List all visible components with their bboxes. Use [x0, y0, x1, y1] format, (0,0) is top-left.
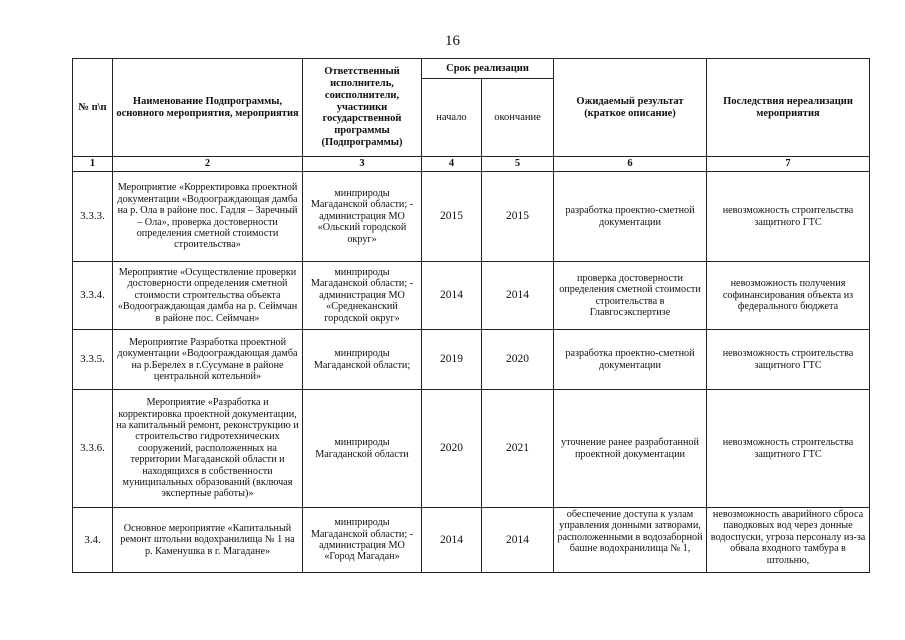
row-end: 2014: [482, 262, 554, 330]
row-num: 3.3.5.: [73, 330, 113, 390]
column-number: 7: [707, 157, 870, 172]
column-number: 2: [113, 157, 303, 172]
row-end: 2021: [482, 390, 554, 508]
row-end: 2014: [482, 508, 554, 573]
column-number: 5: [482, 157, 554, 172]
header-period: Срок реализации: [422, 59, 554, 79]
row-responsible: минприроды Магаданской области;: [303, 330, 422, 390]
row-consequences: невозможность строительства защитного ГТС: [707, 330, 870, 390]
row-name: Мероприятие «Разработка и корректировка проектной документации, на капитальный ремонт, реконструкцию и строительство гидротехнических сооружений, расположенных на территории Магаданской области и находящихся в собственности муниципальных образований (включая экспертные работы)»: [113, 390, 303, 508]
column-number: 3: [303, 157, 422, 172]
row-responsible: минприроды Магаданской области; - администрация МО «Ольский городской округ»: [303, 172, 422, 262]
page-number: 16: [445, 33, 460, 49]
row-start: 2019: [422, 330, 482, 390]
row-responsible: минприроды Магаданской области: [303, 390, 422, 508]
header-consequences: Последствия нереализации мероприятия: [707, 59, 870, 157]
row-name: Основное мероприятие «Капитальный ремонт штольни водохранилища № 1 на р. Каменушка в г. Магадане»: [113, 508, 303, 573]
column-number: 6: [554, 157, 707, 172]
column-number: 4: [422, 157, 482, 172]
header-responsible: Ответственный исполнитель, соисполнители, участники государственной программы (Подпрограммы): [303, 59, 422, 157]
header-result: Ожидаемый результат (краткое описание): [554, 59, 707, 157]
row-name: Мероприятие «Корректировка проектной документации «Водоограждающая дамба на р. Ола в районе пос. Гадля – Заречный – Ола», проверка достоверности определения сметной стоимости строительства»: [113, 172, 303, 262]
row-consequences: невозможность строительства защитного ГТС: [707, 172, 870, 262]
row-responsible: минприроды Магаданской области; - администрация МО «Среднеканский городской округ»: [303, 262, 422, 330]
row-consequences: невозможность получения софинансирования объекта из федерального бюджета: [707, 262, 870, 330]
column-number: 1: [73, 157, 113, 172]
row-num: 3.3.6.: [73, 390, 113, 508]
row-responsible: минприроды Магаданской области; - администрация МО «Город Магадан»: [303, 508, 422, 573]
row-name: Мероприятие «Осуществление проверки достоверности определения сметной стоимости строительства объекта «Водоограждающая дамба на р. Сеймчан в районе пос. Сеймчан»: [113, 262, 303, 330]
row-result: обеспечение доступа к узлам управления донными затворами, расположенными в водозаборной башне водохранилища № 1,: [557, 509, 703, 555]
row-result: уточнение ранее разработанной проектной документации: [554, 390, 707, 508]
table-row: [73, 390, 870, 508]
row-start: 2020: [422, 390, 482, 508]
row-name: Мероприятие Разработка проектной документации «Водоограждающая дамба на р.Берелех в г.Сусумане в районе центральной котельной»: [113, 330, 303, 390]
table-row: [73, 508, 870, 573]
row-result: проверка достоверности определения сметной стоимости строительства в Главгосэкспертизе: [554, 262, 707, 330]
table-row: [73, 262, 870, 330]
row-result: разработка проектно-сметной документации: [554, 330, 707, 390]
header-num: № п\п: [73, 59, 113, 157]
row-result: разработка проектно-сметной документации: [554, 172, 707, 262]
row-num: 3.3.4.: [73, 262, 113, 330]
row-start: 2014: [422, 262, 482, 330]
row-start: 2015: [422, 172, 482, 262]
table-row: [73, 330, 870, 390]
header-name: Наименование Подпрограммы, основного мероприятия, мероприятия: [113, 59, 303, 157]
table-row: [73, 172, 870, 262]
row-end: 2015: [482, 172, 554, 262]
row-consequences: невозможность строительства защитного ГТС: [707, 390, 870, 508]
row-num: 3.3.3.: [73, 172, 113, 262]
header-end: окончание: [482, 79, 554, 157]
measures-table: [72, 58, 870, 573]
row-start: 2014: [422, 508, 482, 573]
row-consequences: невозможность аварийного сброса паводковых вод через донные водоспуски, угроза персоналу из-за обвала входного тамбура в штольню,: [710, 509, 866, 566]
row-end: 2020: [482, 330, 554, 390]
row-num: 3.4.: [73, 508, 113, 573]
header-start: начало: [422, 79, 482, 157]
